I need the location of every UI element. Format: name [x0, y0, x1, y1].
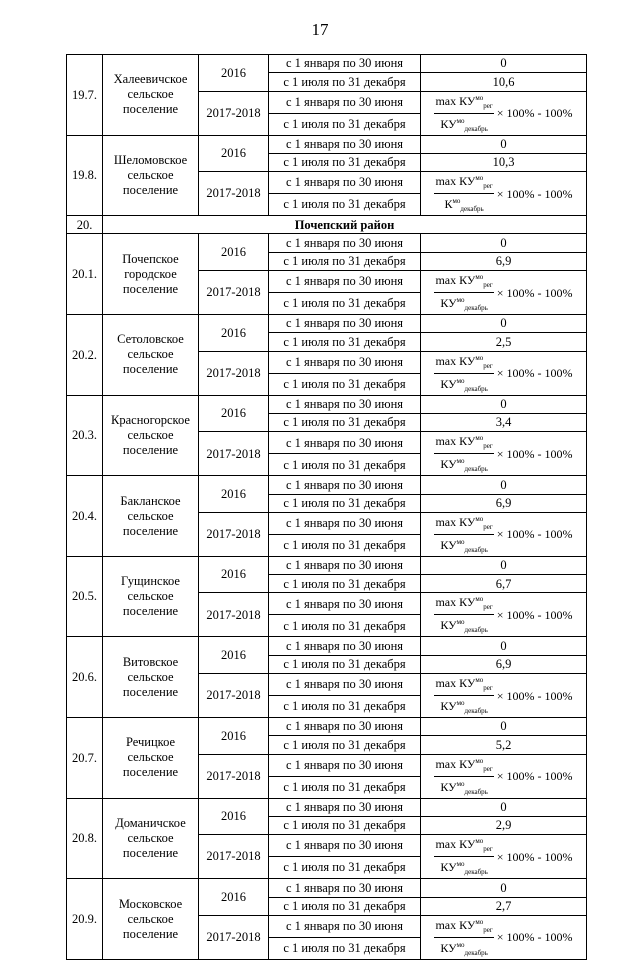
- year-cell: 2016: [199, 718, 269, 755]
- value-cell: 10,6: [421, 73, 587, 91]
- formula: [421, 916, 586, 959]
- value-cell: 2,5: [421, 333, 587, 351]
- formula-cell: [421, 835, 587, 879]
- period-cell: с 1 января по 30 июня: [269, 512, 421, 534]
- formula-tail: × 100% - 100%: [496, 688, 573, 703]
- formula: [421, 92, 586, 135]
- formula-cell: [421, 351, 587, 395]
- period-cell: с 1 января по 30 июня: [269, 674, 421, 696]
- table-row: [67, 798, 587, 816]
- period-cell: с 1 января по 30 июня: [269, 556, 421, 574]
- formula: [421, 593, 586, 636]
- formula-fraction: [434, 593, 493, 636]
- settlement-name: Гущинское сельское поселение: [103, 556, 199, 637]
- formula-tail: × 100% - 100%: [496, 285, 573, 300]
- table-row: [67, 476, 587, 494]
- period-cell: с 1 июля по 31 декабря: [269, 373, 421, 395]
- period-cell: с 1 января по 30 июня: [269, 432, 421, 454]
- period-cell: с 1 июля по 31 декабря: [269, 857, 421, 879]
- year-cell: 2017-2018: [199, 835, 269, 879]
- value-cell: 6,9: [421, 494, 587, 512]
- period-cell: с 1 июля по 31 декабря: [269, 897, 421, 915]
- period-cell: с 1 июля по 31 декабря: [269, 736, 421, 754]
- period-cell: с 1 июля по 31 декабря: [269, 937, 421, 959]
- period-cell: с 1 января по 30 июня: [269, 637, 421, 655]
- year-cell: 2017-2018: [199, 593, 269, 637]
- formula-fraction: [434, 755, 493, 798]
- period-cell: с 1 июля по 31 декабря: [269, 73, 421, 91]
- formula-tail: × 100% - 100%: [496, 769, 573, 784]
- year-cell: 2017-2018: [199, 674, 269, 718]
- settlement-name: Бакланское сельское поселение: [103, 476, 199, 557]
- formula-denominator: $К^{мо}_{декабрь}$: [444, 197, 484, 214]
- page-number: 17: [311, 20, 329, 39]
- formula-cell: [421, 754, 587, 798]
- period-cell: с 1 января по 30 июня: [269, 271, 421, 293]
- table-row: [67, 718, 587, 736]
- period-cell: с 1 июля по 31 декабря: [269, 534, 421, 556]
- value-cell: 6,7: [421, 575, 587, 593]
- district-name: Почепский район: [103, 216, 587, 234]
- formula-fraction: [434, 92, 493, 135]
- period-cell: с 1 января по 30 июня: [269, 135, 421, 153]
- value-cell: 0: [421, 798, 587, 816]
- value-cell: 0: [421, 55, 587, 73]
- value-cell: 0: [421, 135, 587, 153]
- formula-denominator: $КУ^{мо}_{декабрь}$: [440, 537, 488, 554]
- formula-numerator: $\max КУ^{мо}_{рег}$: [434, 432, 493, 454]
- value-cell: 10,3: [421, 153, 587, 171]
- formula-tail: × 100% - 100%: [496, 930, 573, 945]
- formula-denominator: $КУ^{мо}_{декабрь}$: [440, 940, 488, 957]
- formula-numerator: $\max КУ^{мо}_{рег}$: [434, 593, 493, 615]
- period-cell: с 1 июля по 31 декабря: [269, 454, 421, 476]
- formula: [421, 835, 586, 878]
- formula-fraction: [434, 271, 493, 314]
- formula-denominator: $КУ^{мо}_{декабрь}$: [440, 699, 488, 716]
- row-number: 20.3.: [67, 395, 103, 476]
- period-cell: с 1 июля по 31 декабря: [269, 575, 421, 593]
- formula-tail: × 100% - 100%: [496, 527, 573, 542]
- formula: [421, 432, 586, 475]
- formula-tail: × 100% - 100%: [496, 186, 573, 201]
- year-cell: 2016: [199, 798, 269, 835]
- period-cell: с 1 января по 30 июня: [269, 835, 421, 857]
- settlement-name: Витовское сельское поселение: [103, 637, 199, 718]
- formula-fraction: [434, 432, 493, 475]
- value-cell: 6,9: [421, 252, 587, 270]
- period-cell: с 1 июля по 31 декабря: [269, 696, 421, 718]
- value-cell: 2,7: [421, 897, 587, 915]
- year-cell: 2016: [199, 879, 269, 916]
- year-cell: 2017-2018: [199, 91, 269, 135]
- row-number: 20.1.: [67, 234, 103, 315]
- year-cell: 2017-2018: [199, 754, 269, 798]
- formula: [421, 352, 586, 395]
- year-cell: 2017-2018: [199, 271, 269, 315]
- period-cell: с 1 июля по 31 декабря: [269, 153, 421, 171]
- formula-fraction: [434, 352, 493, 395]
- row-number: 19.7.: [67, 55, 103, 136]
- value-cell: 0: [421, 234, 587, 252]
- formula-denominator: $КУ^{мо}_{декабрь}$: [440, 618, 488, 635]
- formula-fraction: [434, 513, 493, 556]
- formula-numerator: $\max КУ^{мо}_{рег}$: [434, 92, 493, 114]
- formula-cell: [421, 91, 587, 135]
- table-row: [67, 135, 587, 153]
- formula-cell: [421, 432, 587, 476]
- formula-numerator: $\max КУ^{мо}_{рег}$: [434, 916, 493, 938]
- year-cell: 2017-2018: [199, 172, 269, 216]
- formula: [421, 271, 586, 314]
- period-cell: с 1 января по 30 июня: [269, 915, 421, 937]
- formula-tail: × 100% - 100%: [496, 607, 573, 622]
- period-cell: с 1 июля по 31 декабря: [269, 113, 421, 135]
- formula: [421, 172, 586, 215]
- formula-denominator: $КУ^{мо}_{декабрь}$: [440, 779, 488, 796]
- period-cell: с 1 января по 30 июня: [269, 55, 421, 73]
- formula: [421, 755, 586, 798]
- row-number: 20.9.: [67, 879, 103, 960]
- settlement-name: Почепское городское поселение: [103, 234, 199, 315]
- formula-numerator: $\max КУ^{мо}_{рег}$: [434, 755, 493, 777]
- settlement-name: Красногорское сельское поселение: [103, 395, 199, 476]
- formula-numerator: $\max КУ^{мо}_{рег}$: [434, 674, 493, 696]
- formula-numerator: $\max КУ^{мо}_{рег}$: [434, 271, 493, 293]
- table-row: [67, 315, 587, 333]
- period-cell: с 1 января по 30 июня: [269, 395, 421, 413]
- table-row: [67, 637, 587, 655]
- period-cell: с 1 января по 30 июня: [269, 476, 421, 494]
- row-number: 20.7.: [67, 718, 103, 799]
- period-cell: с 1 июля по 31 декабря: [269, 615, 421, 637]
- period-cell: с 1 июля по 31 декабря: [269, 776, 421, 798]
- formula-numerator: $\max КУ^{мо}_{рег}$: [434, 835, 493, 857]
- formula-numerator: $\max КУ^{мо}_{рег}$: [434, 513, 493, 535]
- settlement-name: Речицкое сельское поселение: [103, 718, 199, 799]
- table-row: [67, 55, 587, 73]
- settlement-name: Доманичское сельское поселение: [103, 798, 199, 879]
- value-cell: 6,9: [421, 655, 587, 673]
- formula-tail: × 100% - 100%: [496, 849, 573, 864]
- period-cell: с 1 июля по 31 декабря: [269, 194, 421, 216]
- settlement-name: Сетоловское сельское поселение: [103, 315, 199, 396]
- formula-cell: [421, 271, 587, 315]
- period-cell: с 1 января по 30 июня: [269, 315, 421, 333]
- period-cell: с 1 июля по 31 декабря: [269, 413, 421, 431]
- value-cell: 3,4: [421, 413, 587, 431]
- formula-cell: [421, 674, 587, 718]
- formula-tail: × 100% - 100%: [496, 446, 573, 461]
- row-number: 20.6.: [67, 637, 103, 718]
- formula: [421, 513, 586, 556]
- formula-tail: × 100% - 100%: [496, 366, 573, 381]
- year-cell: 2016: [199, 55, 269, 92]
- settlement-name: Шеломовское сельское поселение: [103, 135, 199, 216]
- formula-denominator: $КУ^{мо}_{декабрь}$: [440, 457, 488, 474]
- year-cell: 2016: [199, 637, 269, 674]
- period-cell: с 1 января по 30 июня: [269, 234, 421, 252]
- year-cell: 2016: [199, 135, 269, 172]
- value-cell: 0: [421, 718, 587, 736]
- period-cell: с 1 января по 30 июня: [269, 593, 421, 615]
- table-row: [67, 556, 587, 574]
- year-cell: 2016: [199, 315, 269, 352]
- formula-cell: [421, 172, 587, 216]
- row-number: 19.8.: [67, 135, 103, 216]
- settlement-name: Московское сельское поселение: [103, 879, 199, 960]
- period-cell: с 1 января по 30 июня: [269, 172, 421, 194]
- formula-fraction: [434, 172, 493, 215]
- formula-numerator: $\max КУ^{мо}_{рег}$: [434, 352, 493, 374]
- year-cell: 2016: [199, 234, 269, 271]
- period-cell: с 1 июля по 31 декабря: [269, 816, 421, 834]
- value-cell: 0: [421, 395, 587, 413]
- value-cell: 0: [421, 879, 587, 897]
- formula-numerator: $\max КУ^{мо}_{рег}$: [434, 172, 493, 194]
- period-cell: с 1 января по 30 июня: [269, 754, 421, 776]
- district-number: 20.: [67, 216, 103, 234]
- row-number: 20.5.: [67, 556, 103, 637]
- row-number: 20.2.: [67, 315, 103, 396]
- formula-cell: [421, 512, 587, 556]
- year-cell: 2016: [199, 395, 269, 432]
- value-cell: 5,2: [421, 736, 587, 754]
- period-cell: с 1 января по 30 июня: [269, 91, 421, 113]
- year-cell: 2016: [199, 476, 269, 513]
- period-cell: с 1 июля по 31 декабря: [269, 293, 421, 315]
- settlement-name: Халеевичское сельское поселение: [103, 55, 199, 136]
- period-cell: с 1 июля по 31 декабря: [269, 655, 421, 673]
- district-row: [67, 216, 587, 234]
- year-cell: 2016: [199, 556, 269, 593]
- formula-fraction: [434, 916, 493, 959]
- value-cell: 0: [421, 637, 587, 655]
- formula-fraction: [434, 835, 493, 878]
- value-cell: 0: [421, 556, 587, 574]
- table-row: [67, 879, 587, 897]
- formula-denominator: $КУ^{мо}_{декабрь}$: [440, 116, 488, 133]
- period-cell: с 1 января по 30 июня: [269, 351, 421, 373]
- tariff-table: [66, 54, 587, 960]
- formula-cell: [421, 593, 587, 637]
- period-cell: с 1 июля по 31 декабря: [269, 252, 421, 270]
- table-row: [67, 395, 587, 413]
- period-cell: с 1 января по 30 июня: [269, 798, 421, 816]
- period-cell: с 1 июля по 31 декабря: [269, 333, 421, 351]
- table-row: [67, 234, 587, 252]
- formula-denominator: $КУ^{мо}_{декабрь}$: [440, 860, 488, 877]
- value-cell: 0: [421, 315, 587, 333]
- year-cell: 2017-2018: [199, 915, 269, 959]
- formula-denominator: $КУ^{мо}_{декабрь}$: [440, 376, 488, 393]
- formula-tail: × 100% - 100%: [496, 106, 573, 121]
- formula-denominator: $КУ^{мо}_{декабрь}$: [440, 296, 488, 313]
- formula: [421, 674, 586, 717]
- row-number: 20.4.: [67, 476, 103, 557]
- formula-cell: [421, 915, 587, 959]
- row-number: 20.8.: [67, 798, 103, 879]
- period-cell: с 1 января по 30 июня: [269, 879, 421, 897]
- value-cell: 0: [421, 476, 587, 494]
- year-cell: 2017-2018: [199, 432, 269, 476]
- period-cell: с 1 января по 30 июня: [269, 718, 421, 736]
- period-cell: с 1 июля по 31 декабря: [269, 494, 421, 512]
- year-cell: 2017-2018: [199, 351, 269, 395]
- year-cell: 2017-2018: [199, 512, 269, 556]
- formula-fraction: [434, 674, 493, 717]
- value-cell: 2,9: [421, 816, 587, 834]
